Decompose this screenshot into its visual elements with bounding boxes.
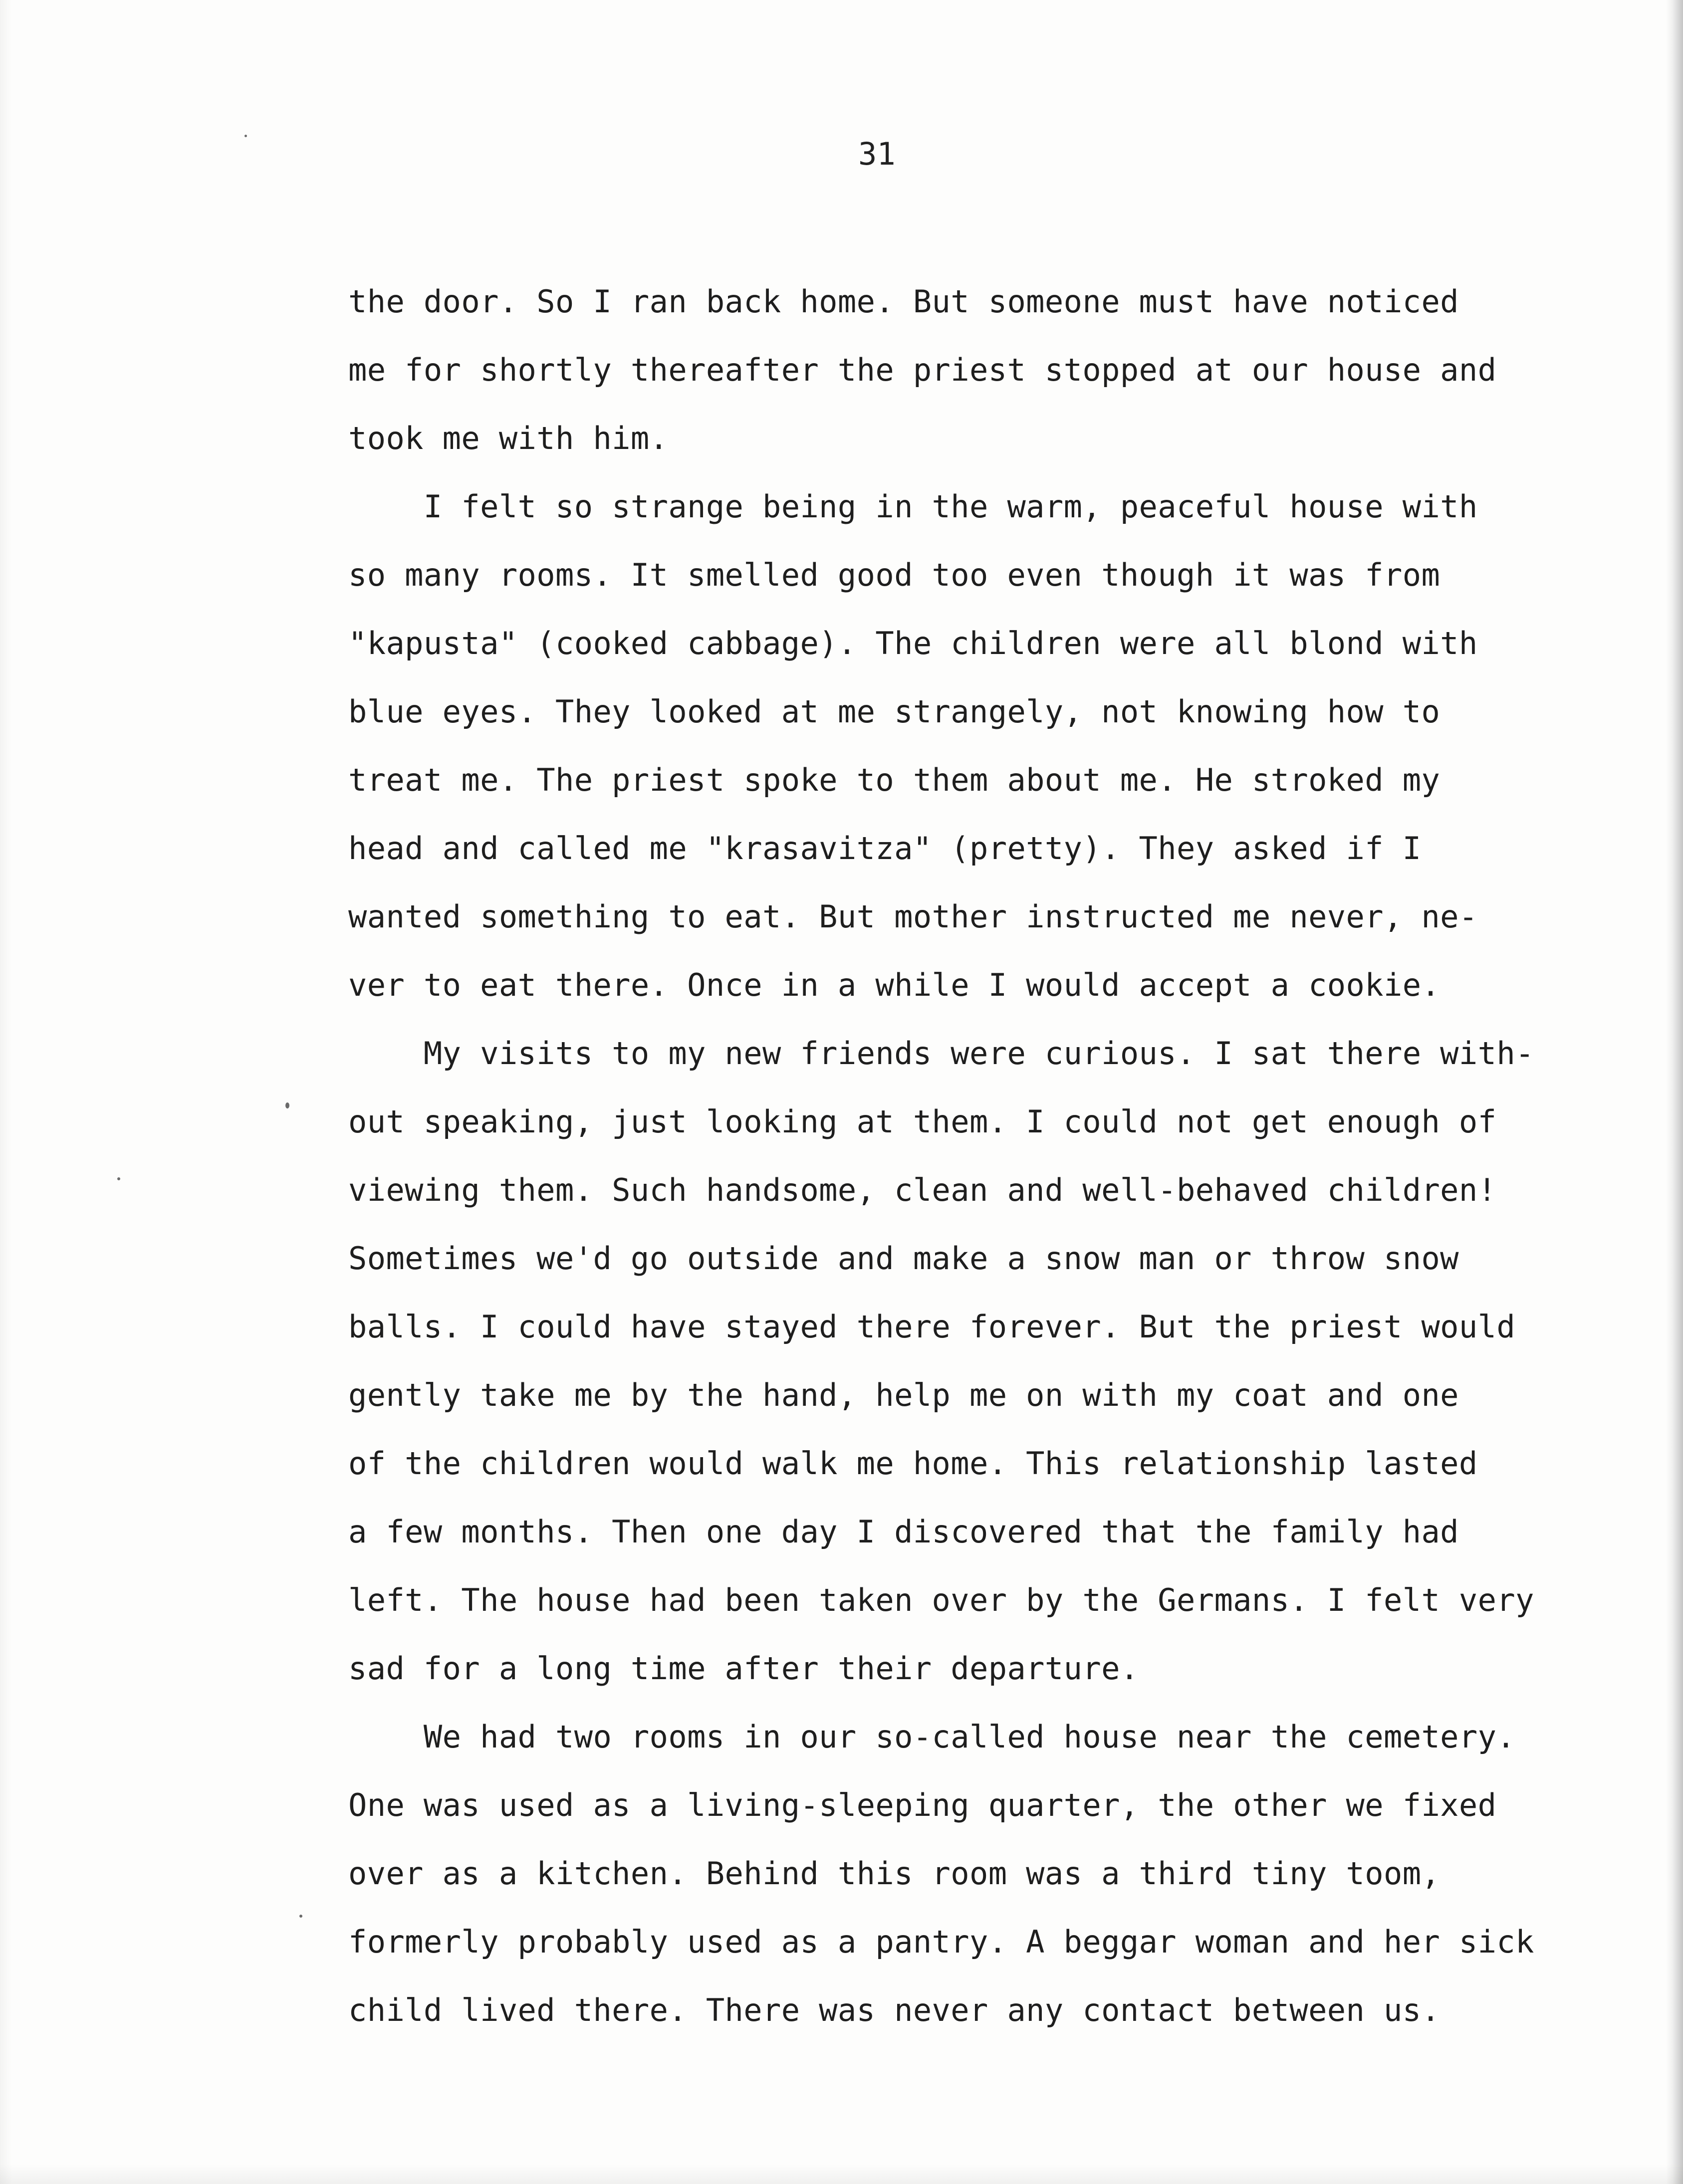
text-line: wanted something to eat. But mother instructed me never, ne-	[348, 898, 1478, 935]
text-line: One was used as a living-sleeping quarter, the other we fixed	[348, 1787, 1497, 1823]
text-line: left. The house had been taken over by the Germans. I felt very	[348, 1582, 1534, 1618]
text-line: We had two rooms in our so-called house near the cemetery.	[348, 1719, 1516, 1755]
text-line: gently take me by the hand, help me on with my coat and one	[348, 1377, 1459, 1413]
text-line: Sometimes we'd go outside and make a snow man or throw snow	[348, 1240, 1459, 1277]
scan-edge-right	[1666, 0, 1683, 2184]
scan-speck	[244, 135, 247, 137]
body-text	[348, 267, 1626, 2044]
text-line: sad for a long time after their departure.	[348, 1650, 1139, 1687]
scan-edge-bottom	[0, 2164, 1683, 2184]
text-line: of the children would walk me home. This relationship lasted	[348, 1445, 1478, 1482]
text-line: me for shortly thereafter the priest stopped at our house and	[348, 352, 1497, 388]
text-line: out speaking, just looking at them. I could not get enough of	[348, 1103, 1497, 1140]
text-line: head and called me "krasavitza" (pretty). They asked if I	[348, 830, 1422, 867]
scan-edge-left	[0, 0, 12, 2184]
scan-speck	[299, 1915, 302, 1918]
text-line: treat me. The priest spoke to them about me. He stroked my	[348, 762, 1441, 798]
text-line: My visits to my new friends were curious. I sat there with-	[348, 1035, 1534, 1072]
text-line: the door. So I ran back home. But someone must have noticed	[348, 283, 1459, 320]
text-line: ver to eat there. Once in a while I would accept a cookie.	[348, 967, 1441, 1003]
page-number: 31	[858, 136, 896, 172]
text-line: formerly probably used as a pantry. A beggar woman and her sick	[348, 1924, 1534, 1960]
text-line: "kapusta" (cooked cabbage). The children were all blond with	[348, 625, 1478, 661]
text-line: over as a kitchen. Behind this room was a third tiny toom,	[348, 1855, 1441, 1892]
text-line: viewing them. Such handsome, clean and well-behaved children!	[348, 1172, 1497, 1208]
text-line: child lived there. There was never any contact between us.	[348, 1992, 1441, 2028]
scan-speck	[285, 1102, 289, 1108]
text-line: so many rooms. It smelled good too even though it was from	[348, 557, 1441, 593]
text-line: blue eyes. They looked at me strangely, not knowing how to	[348, 693, 1441, 730]
scan-speck	[117, 1177, 120, 1180]
text-line: balls. I could have stayed there forever. But the priest would	[348, 1309, 1516, 1345]
text-line: took me with him.	[348, 420, 669, 456]
text-line: a few months. Then one day I discovered that the family had	[348, 1514, 1459, 1550]
text-line: I felt so strange being in the warm, peaceful house with	[348, 488, 1478, 525]
